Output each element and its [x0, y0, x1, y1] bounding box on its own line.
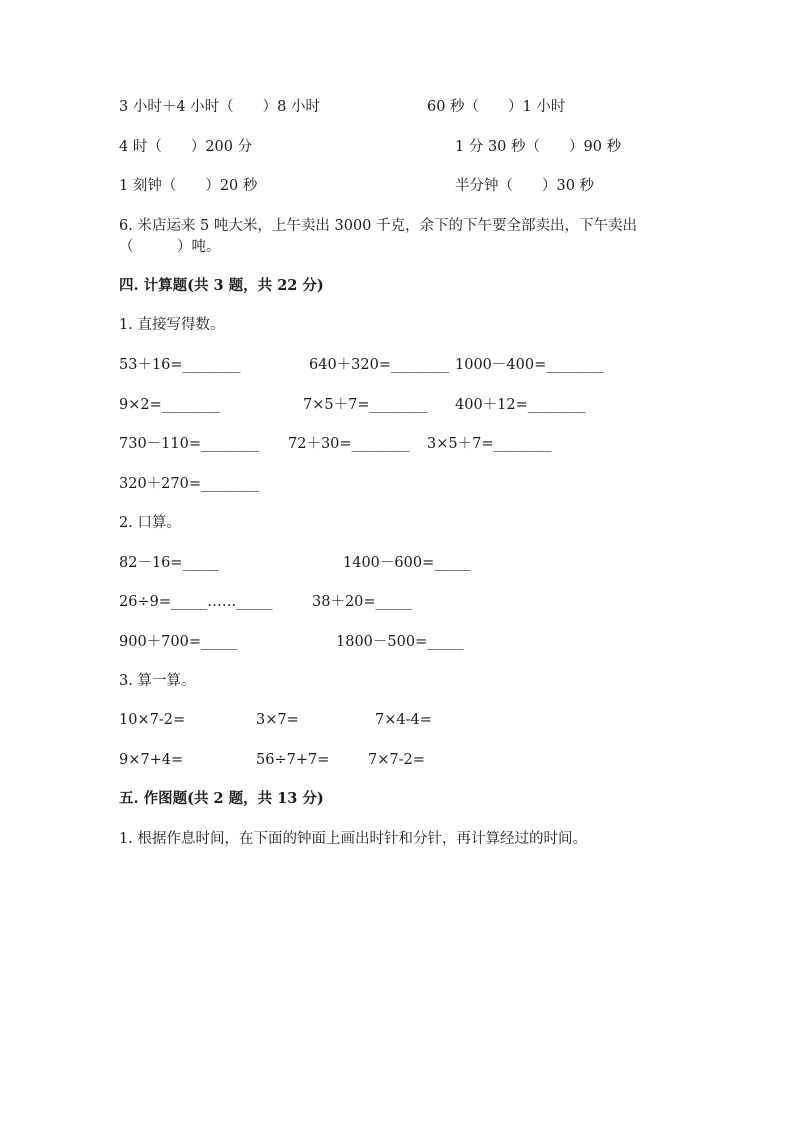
- compute-1-1: 10×7-2=: [119, 712, 186, 728]
- oral-3-2: 1800－500=_____: [336, 634, 464, 650]
- section-5-q1-title: 1. 根据作息时间，在下面的钟面上画出时针和分针，再计算经过的时间。: [119, 831, 587, 847]
- compare-row-1-left: 3 小时＋4 小时（ ）8 小时: [119, 99, 321, 115]
- section-5-title: 五. 作图题(共 2 题，共 13 分): [119, 790, 324, 807]
- oral-2-1: 26÷9=_____……_____: [119, 594, 273, 610]
- compare-row-3-left: 1 刻钟（ ）20 秒: [119, 178, 258, 194]
- compare-row-2-left: 4 时（ ）200 分: [119, 139, 253, 155]
- calc-1-1: 53＋16=________: [119, 357, 241, 373]
- compare-row-3-right: 半分钟（ ）30 秒: [455, 178, 595, 194]
- compare-row-1-right: 60 秒（ ）1 小时: [427, 99, 566, 115]
- calc-1-3: 1000－400=________: [455, 357, 605, 373]
- calc-3-2: 72＋30=________: [288, 436, 410, 452]
- oral-1-1: 82－16=_____: [119, 555, 219, 571]
- question-6-line-2: （ ）吨。: [119, 239, 221, 255]
- compute-1-2: 3×7=: [256, 712, 299, 728]
- section-4-q1-title: 1. 直接写得数。: [119, 317, 225, 333]
- oral-1-2: 1400－600=_____: [343, 555, 471, 571]
- calc-2-3: 400＋12=________: [455, 397, 586, 413]
- calc-3-1: 730－110=________: [119, 436, 260, 452]
- section-4-q3-title: 3. 算一算。: [119, 673, 196, 689]
- compute-1-3: 7×4-4=: [375, 712, 432, 728]
- calc-4-1: 320＋270=________: [119, 476, 260, 492]
- compare-row-2-right: 1 分 30 秒（ ）90 秒: [455, 139, 622, 155]
- calc-3-3: 3×5＋7=________: [427, 436, 552, 452]
- question-6-line-1: 6. 米店运来 5 吨大米，上午卖出 3000 千克，余下的下午要全部卖出，下午卖出: [119, 218, 638, 234]
- compute-2-1: 9×7+4=: [119, 752, 184, 768]
- section-4-title: 四. 计算题(共 3 题，共 22 分): [119, 277, 324, 294]
- section-4-q2-title: 2. 口算。: [119, 515, 181, 531]
- oral-2-2: 38＋20=_____: [312, 594, 412, 610]
- calc-2-2: 7×5＋7=________: [303, 397, 428, 413]
- calc-2-1: 9×2=________: [119, 397, 220, 413]
- compute-2-2: 56÷7+7=: [256, 752, 330, 768]
- calc-1-2: 640＋320=________: [309, 357, 450, 373]
- compute-2-3: 7×7-2=: [368, 752, 425, 768]
- oral-3-1: 900＋700=_____: [119, 634, 238, 650]
